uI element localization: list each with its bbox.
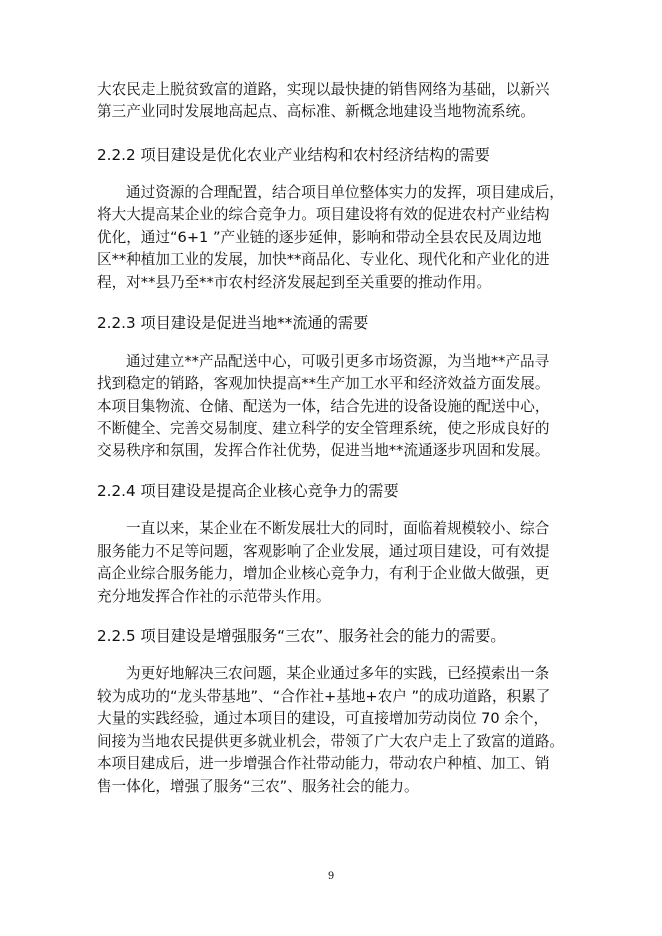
page-number: 9 xyxy=(327,871,335,882)
body-line: 本项目集物流、仓储、配送为一体，结合先进的设备设施的配送中心， xyxy=(97,398,550,415)
body-line: 高企业综合服务能力，增加企业核心竞争力，有利于企业做大做强，更 xyxy=(97,565,550,582)
body-line: 一直以来，某企业在不断发展壮大的同时，面临着规模较小、综合 xyxy=(126,520,550,537)
body-line: 售一体化，增强了服务“三农”、服务社会的能力。 xyxy=(97,778,419,795)
body-line: 交易秩序和氛围，发挥合作社优势，促进当地**流通逐步巩固和发展。 xyxy=(97,442,550,459)
body-line: 为更好地解决三农问题，某企业通过多年的实践，已经摸索出一条 xyxy=(126,665,550,682)
body-line: 通过建立**产品配送中心，可吸引更多市场资源，为当地**产品寻 xyxy=(126,353,550,370)
section-heading: 2.2.5 项目建设是增强服务“三农”、服务社会的能力的需要。 xyxy=(97,627,506,645)
body-line: 优化，通过“6+1 ”产业链的逐步延伸，影响和带动全县农民及周边地 xyxy=(97,229,542,246)
body-line: 本项目建成后，进一步增强合作社带动能力，带动农户种植、加工、销 xyxy=(97,755,550,772)
body-line: 大农民走上脱贫致富的道路，实现以最快捷的销售网络为基础，以新兴 xyxy=(97,81,550,98)
body-line: 通过资源的合理配置，结合项目单位整体实力的发挥，项目建成后， xyxy=(126,184,564,201)
body-line: 服务能力不足等问题，客观影响了企业发展，通过项目建设，可有效提 xyxy=(97,543,550,560)
section-heading: 2.2.2 项目建设是优化农业产业结构和农村经济结构的需要 xyxy=(97,146,490,164)
section-heading: 2.2.3 项目建设是促进当地**流通的需要 xyxy=(97,314,369,332)
section-heading: 2.2.4 项目建设是提高企业核心竞争力的需要 xyxy=(97,482,399,500)
body-line: 区**种植加工业的发展，加快**商品化、专业化、现代化和产业化的进 xyxy=(97,251,550,268)
body-line: 将大大提高某企业的综合竞争力。项目建设将有效的促进农村产业结构 xyxy=(97,206,550,223)
body-line: 找到稳定的销路，客观加快提高**生产加工水平和经济效益方面发展。 xyxy=(97,375,550,392)
body-line: 充分地发挥合作社的示范带头作用。 xyxy=(97,588,331,605)
body-line: 程，对**县乃至**市农村经济发展起到至关重要的推动作用。 xyxy=(97,274,492,291)
body-line: 第三产业同时发展地高起点、高标准、新概念地建设当地物流系统。 xyxy=(97,103,535,120)
body-line: 大量的实践经验，通过本项目的建设，可直接增加劳动岗位 70 余个， xyxy=(97,710,549,727)
body-line: 间接为当地农民提供更多就业机会，带领了广大农户走上了致富的道路。 xyxy=(97,733,565,750)
body-line: 不断健全、完善交易制度、建立科学的安全管理系统，使之形成良好的 xyxy=(97,420,550,437)
body-line: 较为成功的“龙头带基地”、“合作社+基地+农户 ”的成功道路，积累了 xyxy=(97,688,551,705)
